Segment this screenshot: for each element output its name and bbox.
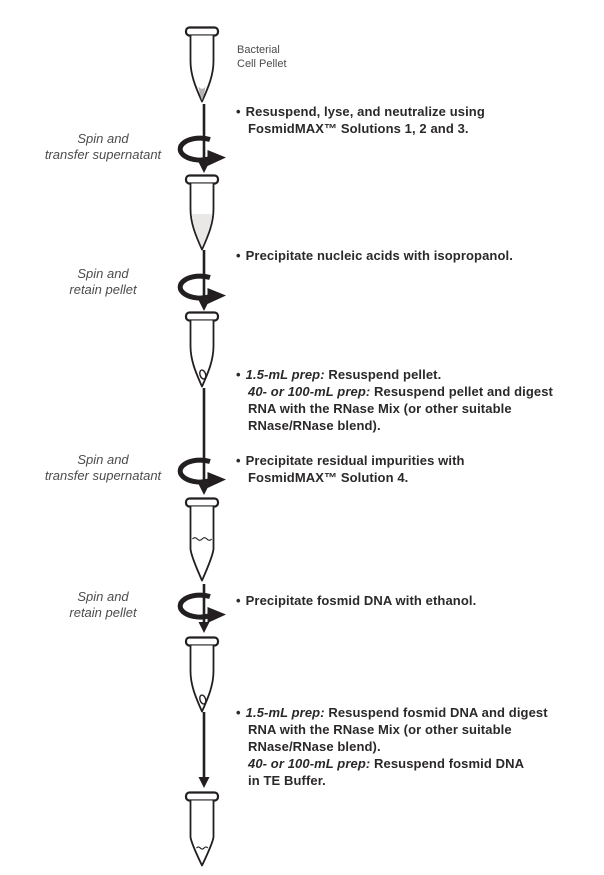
arrowhead xyxy=(199,777,210,788)
microcentrifuge-tube-icon xyxy=(180,26,224,104)
step-6-line-4-text: Resuspend fosmid DNA xyxy=(370,756,525,771)
step-6-line-2: RNA with the RNase Mix (or other suitable xyxy=(248,722,512,737)
microcentrifuge-tube-icon xyxy=(180,497,224,583)
spin-label-2-line2: retain pellet xyxy=(69,281,137,297)
step-3-line-2-text: Resuspend pellet and digest xyxy=(370,384,553,399)
tube-nucleic-acid-pellet xyxy=(180,311,224,389)
spin-label-4-line2: retain pellet xyxy=(69,604,137,620)
tube-final-fosmid-dna xyxy=(180,791,224,868)
step-3-line-2-prep: 40- or 100-mL prep: xyxy=(248,384,371,399)
step-text-6 xyxy=(236,704,548,789)
tube-supernatant xyxy=(180,174,224,252)
bullet-icon: • xyxy=(236,705,241,720)
bullet-icon: • xyxy=(236,104,241,119)
down-arrow-icon xyxy=(174,712,234,790)
tube-supernatant-solution4 xyxy=(180,497,224,583)
step-text-5 xyxy=(236,592,476,609)
start-tube-label xyxy=(237,43,287,71)
step-text-3 xyxy=(236,366,553,434)
arrowhead xyxy=(199,622,210,633)
spin-label-2-line1: Spin and xyxy=(77,266,129,281)
bullet-icon: • xyxy=(236,367,241,382)
start-tube-label-line1: Bacterial xyxy=(237,44,280,56)
microcentrifuge-tube-icon xyxy=(180,311,224,389)
step-text-2 xyxy=(236,247,513,264)
step-1-line-1: Resuspend, lyse, and neutralize using xyxy=(245,104,485,119)
step-3-line-1-prep: 1.5-mL prep: xyxy=(245,367,325,382)
spin-label-3 xyxy=(8,452,198,483)
step-text-1 xyxy=(236,103,485,137)
tube-fosmid-dna-pellet xyxy=(180,636,224,714)
bullet-icon: • xyxy=(236,248,241,263)
step-2-line-1: Precipitate nucleic acids with isopropanol. xyxy=(245,248,513,263)
spin-label-4 xyxy=(8,589,198,620)
bullet-icon: • xyxy=(236,593,241,608)
step-4-line-1: Precipitate residual impurities with xyxy=(245,453,465,468)
bullet-icon: • xyxy=(236,453,241,468)
step-4-line-2: FosmidMAX™ Solution 4. xyxy=(248,470,409,485)
start-tube-label-line2: Cell Pellet xyxy=(237,58,287,70)
step-text-4 xyxy=(236,452,465,486)
microcentrifuge-tube-icon xyxy=(180,174,224,252)
step-3-line-4: RNase/RNase blend). xyxy=(248,418,381,433)
step-3-line-3: RNA with the RNase Mix (or other suitable xyxy=(248,401,512,416)
spin-label-2 xyxy=(8,266,198,297)
microcentrifuge-tube-icon xyxy=(180,636,224,714)
step-5-line-1: Precipitate fosmid DNA with ethanol. xyxy=(245,593,477,608)
microcentrifuge-tube-icon xyxy=(180,791,224,868)
step-6-line-3: RNase/RNase blend). xyxy=(248,739,381,754)
spin-label-3-line2: transfer supernatant xyxy=(44,467,162,483)
spin-label-1-line1: Spin and xyxy=(77,131,129,146)
step-6-line-1-prep: 1.5-mL prep: xyxy=(245,705,325,720)
step-6-line-4-prep: 40- or 100-mL prep: xyxy=(248,756,371,771)
spin-label-3-line1: Spin and xyxy=(77,452,129,467)
step-1-line-2: FosmidMAX™ Solutions 1, 2 and 3. xyxy=(248,121,469,136)
step-3-line-1-text: Resuspend pellet. xyxy=(324,367,442,382)
spin-label-4-line1: Spin and xyxy=(77,589,129,604)
step-6-line-5: in TE Buffer. xyxy=(248,773,326,788)
tube-bacterial-cell-pellet xyxy=(180,26,224,104)
step-6-line-1-text: Resuspend fosmid DNA and digest xyxy=(324,705,548,720)
spin-label-1-line2: transfer supernatant xyxy=(44,146,162,162)
spin-label-1 xyxy=(8,131,198,162)
flow-arrow-5 xyxy=(174,712,234,790)
